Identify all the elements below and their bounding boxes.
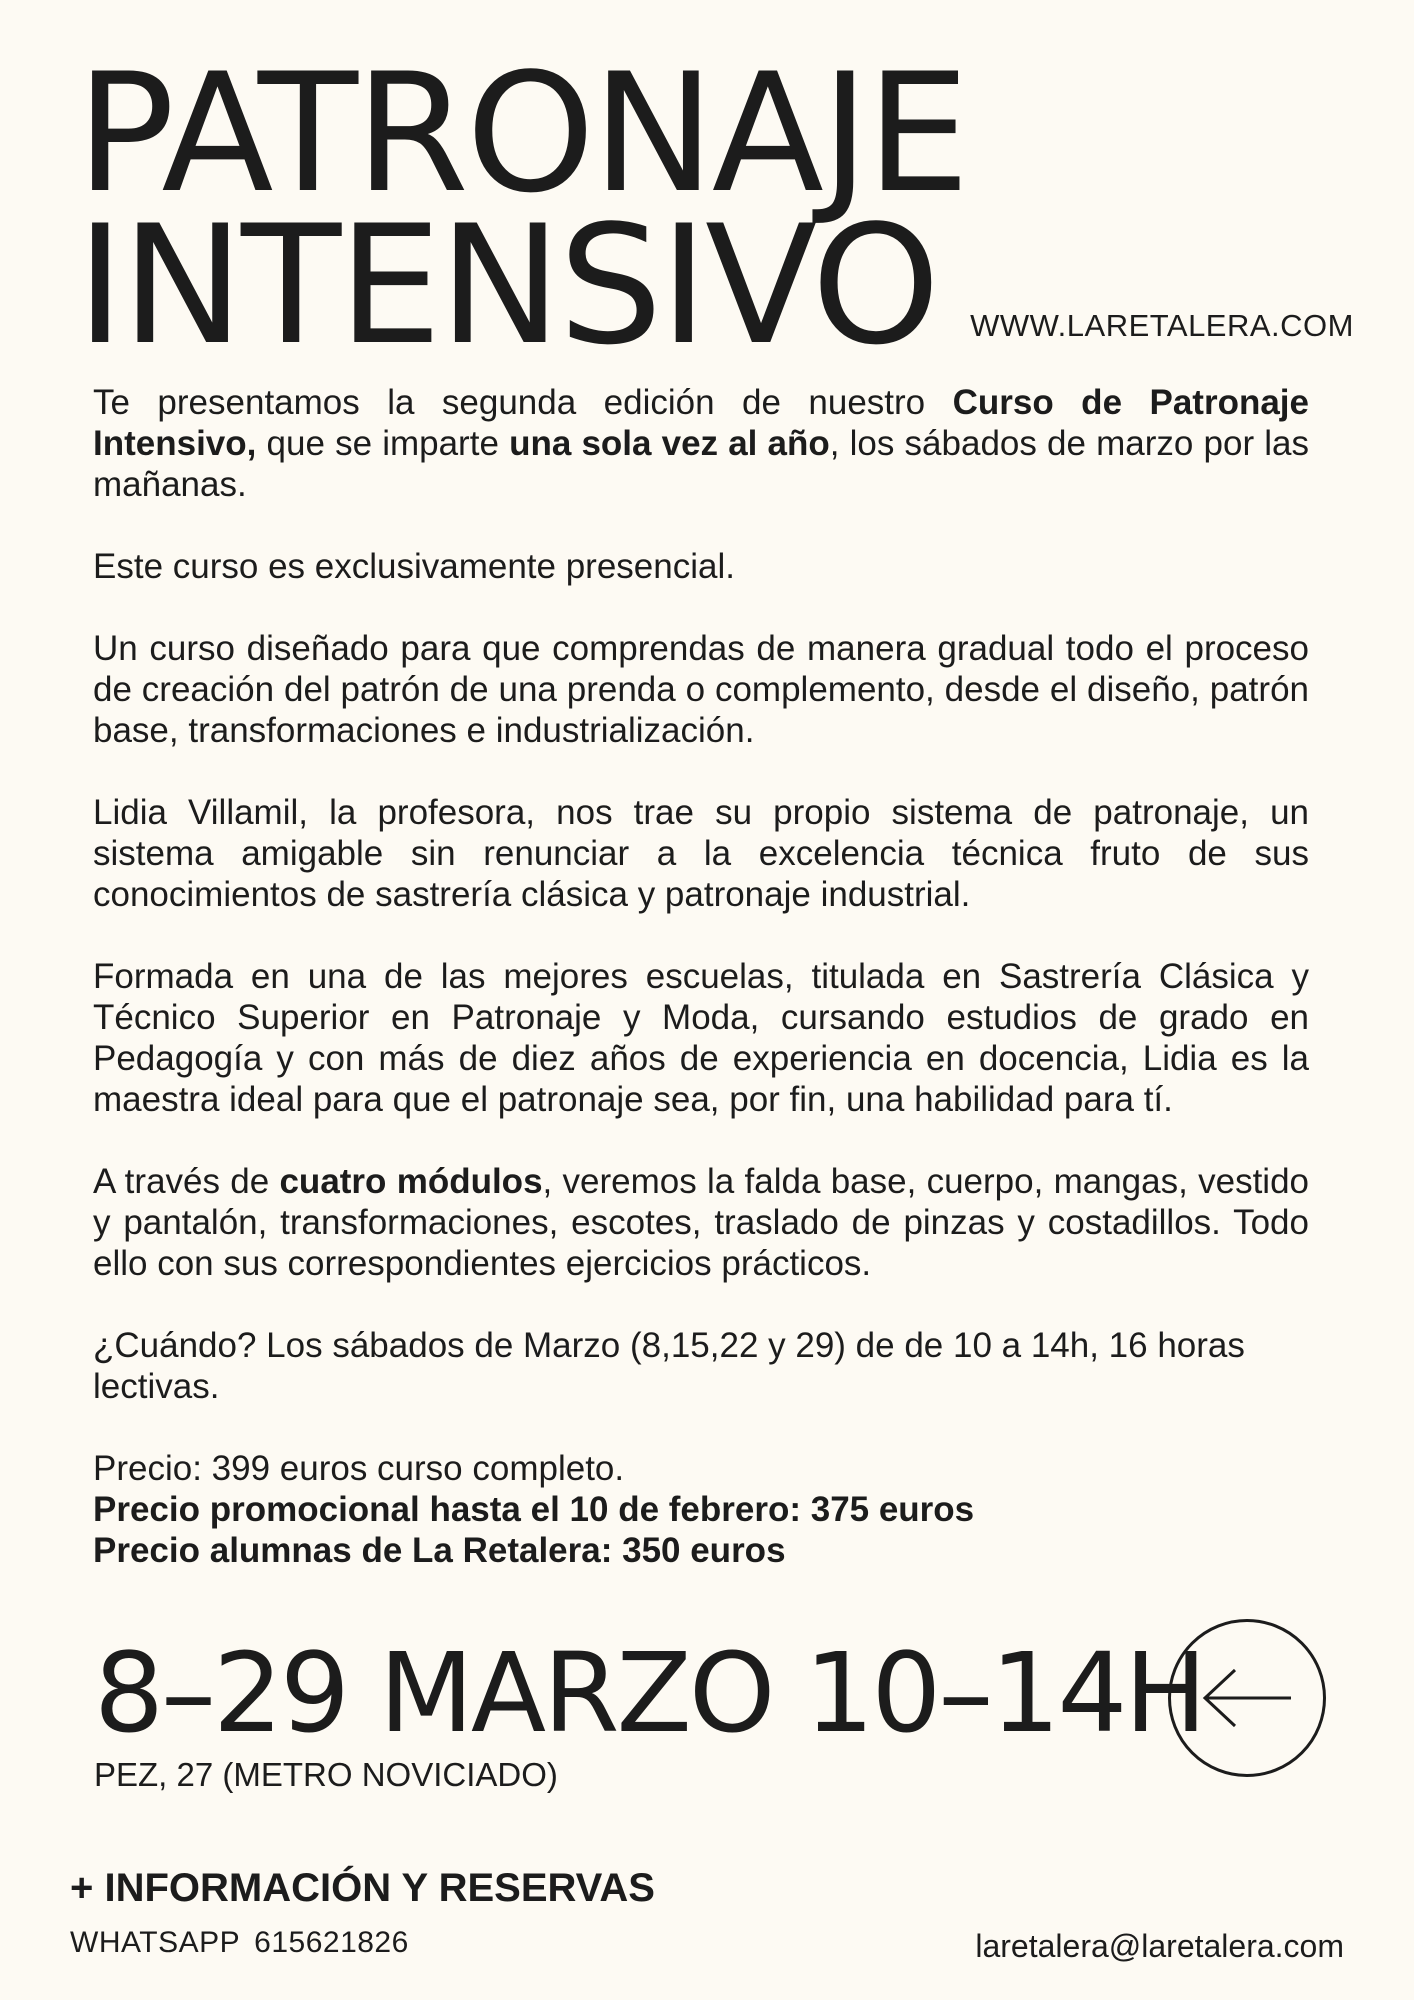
pricing-block: [93, 1448, 1309, 1571]
title-line-1: PATRONAJE: [76, 38, 967, 229]
page-title: [76, 38, 967, 381]
intro-text-2: que se imparte: [256, 424, 510, 463]
price-students: Precio alumnas de La Retalera: 350 euros: [93, 1531, 786, 1570]
event-address: PEZ, 27 (METRO NOVICIADO): [94, 1756, 558, 1793]
modules-paragraph: [93, 1161, 1309, 1284]
intro-text-1: Te presentamos la segunda edición de nuestro: [93, 383, 953, 422]
teacher-background-paragraph: Formada en una de las mejores escuelas, titulada en Sastrería Clásica y Técnico Superior en Patronaje y Moda, cursando estudios de grado en Pedagogía y con más de diez años de experiencia en docencia, Lidia es la maestra ideal para que el patronaje sea, por fin, una habilidad para tí.: [93, 957, 1309, 1119]
schedule-paragraph: ¿Cuándo? Los sábados de Marzo (8,15,22 y 29) de de 10 a 14h, 16 horas lectivas.: [93, 1326, 1245, 1406]
modules-text-2: , veremos la falda base, cuerpo, mangas, vestido y pantalón, transformaciones, escotes, traslado de pinzas y costadillos. Todo ello con sus correspondientes ejercicios prácticos.: [93, 1162, 1309, 1283]
teacher-paragraph: Lidia Villamil, la profesora, nos trae su propio sistema de patronaje, un sistema amigable sin renunciar a la excelencia técnica fruto de sus conocimientos de sastrería clásica y patronaje industrial.: [93, 793, 1309, 914]
website-link[interactable]: WWW.LARETALERA.COM: [970, 308, 1354, 343]
intro-paragraph: [93, 382, 1309, 505]
course-description: [93, 382, 1309, 1571]
info-heading: + INFORMACIÓN Y RESERVAS: [70, 1866, 655, 1910]
whatsapp-number: 615621826: [254, 1926, 409, 1959]
whatsapp-label: WHATSAPP: [70, 1926, 241, 1959]
event-dates: 8–29 MARZO 10–14H: [94, 1629, 1205, 1757]
presencial-paragraph: Este curso es exclusivamente presencial.: [93, 547, 735, 586]
modules-text-1: A través de: [93, 1162, 280, 1201]
intro-text-3: , los sábados de marzo por las mañanas.: [93, 424, 1309, 504]
price-promo: Precio promocional hasta el 10 de febrero: 375 euros: [93, 1490, 975, 1529]
modules-bold: cuatro módulos: [279, 1162, 543, 1201]
intro-bold-once-a-year: una sola vez al año: [509, 424, 830, 463]
course-design-paragraph: Un curso diseñado para que comprendas de manera gradual todo el proceso de creación del patrón de una prenda o complemento, desde el diseño, patrón base, transformaciones e industrialización.: [93, 629, 1309, 750]
whatsapp-contact[interactable]: [70, 1926, 409, 1960]
arrow-left-icon: [1199, 1668, 1295, 1728]
arrow-button[interactable]: [1168, 1619, 1326, 1777]
intro-bold-course-name: Curso de Patronaje Intensivo,: [93, 383, 1309, 463]
title-line-2: INTENSIVO: [76, 190, 938, 381]
price-regular: Precio: 399 euros curso completo.: [93, 1449, 625, 1488]
email-link[interactable]: laretalera@laretalera.com: [975, 1928, 1344, 1964]
